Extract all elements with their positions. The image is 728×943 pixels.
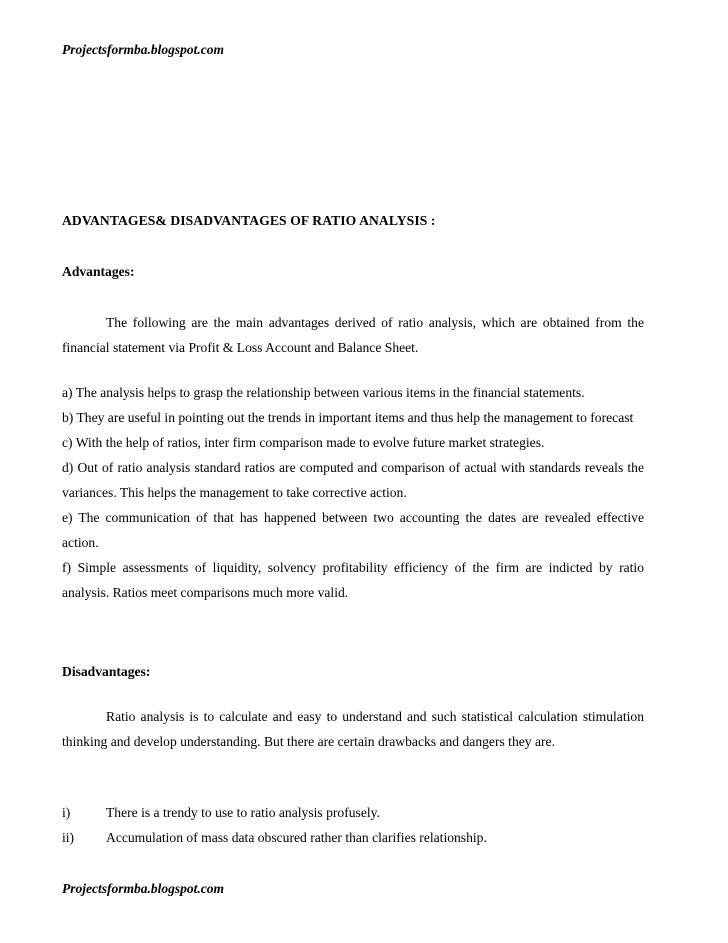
- disadvantages-intro-text: Ratio analysis is to calculate and easy to understand and such statistical calculation stimulation thinking and develop understanding. But there are certain drawbacks and dangers they are.: [62, 709, 644, 749]
- list-item-text: There is a trendy to use to ratio analysis profusely.: [106, 805, 380, 820]
- advantage-item-f: f) Simple assessments of liquidity, solvency profitability efficiency of the firm are indicted by ratio analysis. Ratios meet comparisons much more valid.: [62, 560, 644, 600]
- advantage-item-c: c) With the help of ratios, inter firm comparison made to evolve future market strategies.: [62, 435, 545, 450]
- disadvantages-intro-paragraph: [62, 705, 644, 754]
- list-item: [62, 826, 644, 851]
- advantages-heading: Advantages:: [62, 264, 135, 279]
- section-title: ADVANTAGES& DISADVANTAGES OF RATIO ANALYSIS :: [62, 213, 436, 228]
- list-item-number: ii): [62, 829, 75, 845]
- list-item-text: Accumulation of mass data obscured rather than clarifies relationship.: [106, 829, 487, 845]
- list-item: [62, 801, 644, 826]
- disadvantages-list: [62, 801, 644, 850]
- page-header: Projectsformba.blogspot.com: [62, 42, 224, 57]
- advantage-item-a: a) The analysis helps to grasp the relationship between various items in the financial statements.: [62, 385, 585, 400]
- list-item-number: i): [62, 805, 71, 820]
- advantage-item-d: d) Out of ratio analysis standard ratios are computed and comparison of actual with standards reveals the variances. This helps the management to take corrective action.: [62, 460, 644, 500]
- advantage-item-b: b) They are useful in pointing out the trends in important items and thus help the management to forecast: [62, 410, 634, 425]
- disadvantages-heading: Disadvantages:: [62, 664, 151, 679]
- advantages-intro-paragraph: [62, 311, 644, 360]
- advantages-list: [62, 380, 644, 605]
- page-footer: Projectsformba.blogspot.com: [62, 881, 224, 896]
- advantage-item-e: e) The communication of that has happened between two accounting the dates are revealed effective action.: [62, 510, 644, 550]
- advantages-intro-text: The following are the main advantages derived of ratio analysis, which are obtained from the financial statement via Profit & Loss Account and Balance Sheet.: [62, 315, 644, 355]
